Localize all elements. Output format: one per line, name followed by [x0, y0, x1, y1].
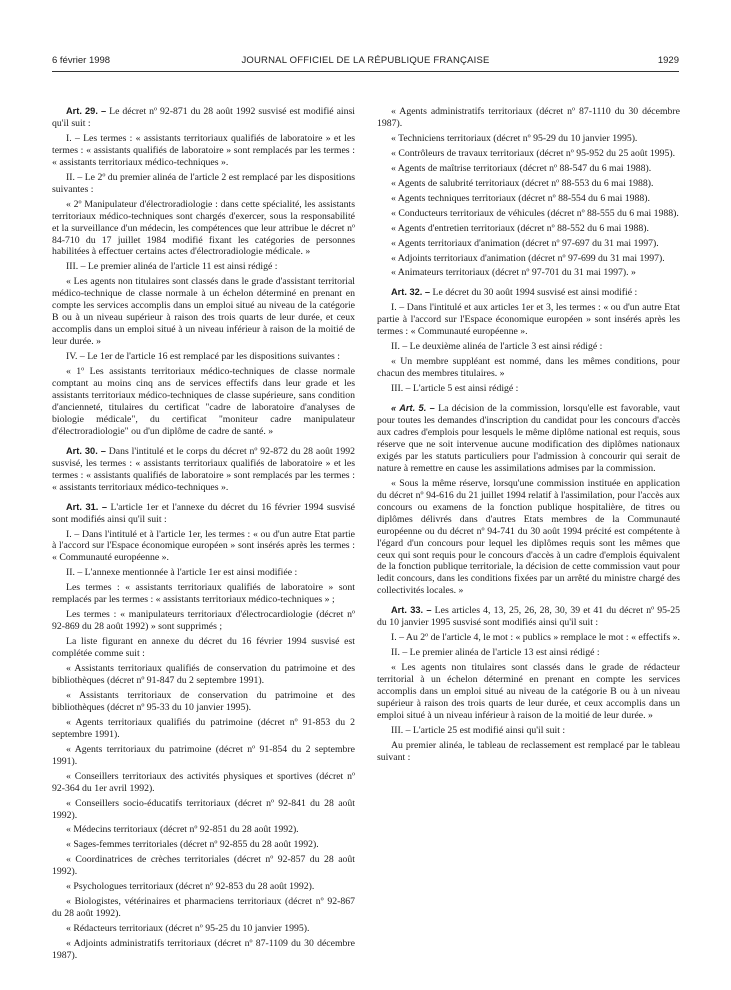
paragraph-text: « Agents territoriaux qualifiés du patrimoine (décret nº 91-853 du 2 septembre 1991).: [52, 716, 355, 740]
paragraph-text: « Agents d'entretien territoriaux (décret nº 88-552 du 6 mai 1988).: [391, 222, 649, 234]
paragraph-text: « Sous la même réserve, lorsqu'une commission instituée en application du décret nº 94-616 du 21 juillet 1994 relatif à l'assimilation, pour l'accès aux concours ou examens de la fonction publique hospitalière, de titres ou diplômes délivrés dans d'autres Etats membres de la Communauté européenne ou du décret nº 94-741 du 30 août 1994 précité est compétente à l'égard d'un concours pour lequel les diplômes requis sont les mêmes que ceux qui sont requis pour le concours d'accès à un cadre d'emplois équivalent de la fonction publique territoriale, la décision de cette commission vaut pour ledit concours, dans les conditions fixées par un arrêté du ministre chargé des collectivités locales. »: [377, 477, 680, 597]
paragraph-text: « Assistants territoriaux qualifiés de conservation du patrimoine et des bibliothèques (décret nº 91-847 du 2 septembre 1991).: [52, 663, 355, 686]
paragraph: [52, 839, 355, 851]
paragraph-text: « Animateurs territoriaux (décret nº 97-701 du 31 mai 1997). »: [391, 267, 636, 279]
article-label: Art. 33. –: [391, 605, 432, 616]
paragraph-text: « Agents de salubrité territoriaux (décret nº 88-553 du 6 mai 1988).: [391, 177, 654, 189]
paragraph-text: Les termes : « manipulateurs territoriaux d'électrocardiologie (décret nº 92-869 du 28 août 1992) » sont supprimés ;: [52, 609, 355, 633]
paragraph-text: Au premier alinéa, le tableau de reclassement est remplacé par le tableau suivant :: [377, 739, 680, 763]
paragraph: [52, 744, 355, 768]
paragraph: [52, 199, 355, 259]
paragraph-text: « Médecins territoriaux (décret nº 92-851 du 28 août 1992).: [66, 824, 299, 836]
paragraph-text: II. – Le premier alinéa de l'article 13 est ainsi rédigé :: [391, 647, 600, 659]
paragraph: [52, 172, 355, 196]
paragraph: [377, 148, 680, 160]
paragraph: [377, 605, 680, 629]
paragraph-text: « Les agents non titulaires sont classés dans le grade d'assistant territorial médico-technique de classe normale à un échelon déterminé en prenant en compte les services accomplis dans un emploi situé au niveau de la catégorie B ou à un niveau supérieur à raison des trois quarts de leur durée, et ceux accomplis dans un emploi situé à un niveau inférieur à raison de la moitié de leur durée. »: [52, 276, 355, 348]
paragraph-text: « Coordinatrices de crèches territoriales (décret nº 92-857 du 28 août 1992).: [52, 854, 355, 878]
paragraph-text: Les articles 4, 13, 25, 26, 28, 30, 39 et 41 du décret nº 95-25 du 10 janvier 1995 susvisé sont modifiés ainsi qu'il suit :: [377, 605, 680, 629]
paragraph: [377, 208, 680, 220]
paragraph-text: II. – Le 2º du premier alinéa de l'article 2 est remplacé par les dispositions suivantes :: [52, 171, 355, 195]
paragraph-text: « Sages-femmes territoriales (décret nº 92-855 du 28 août 1992).: [66, 839, 319, 851]
paragraph: [377, 383, 680, 395]
paragraph: [377, 163, 680, 175]
paragraph: [377, 223, 680, 235]
paragraph-text: « Les agents non titulaires sont classés dans le grade de rédacteur territorial à un échelon déterminé en prenant en compte les services accomplis dans un emploi situé au niveau de la catégorie B ou à un niveau supérieur à raison des trois quarts de leur durée, et ceux accomplis dans un emploi situé à un niveau inférieur à raison de la moitié de leur durée. »: [377, 662, 680, 721]
paragraph: [52, 446, 355, 494]
left-column: [52, 106, 355, 965]
paragraph: [52, 261, 355, 273]
header-rule: [52, 71, 679, 72]
paragraph-text: III. – Le premier alinéa de l'article 11 est ainsi rédigé :: [66, 261, 278, 273]
paragraph: [52, 636, 355, 660]
paragraph-text: « 1º Les assistants territoriaux médico-techniques de classe normale comptant au moins cinq ans de services effectifs dans leur grade et les assistants territoriaux médico-techniques de classe supérieure, sans condition d'ancienneté, titulaires du certificat "cadre de laboratoire d'analyses de biologie médicale", du certificat "moniteur cadre manipulateur d'électroradiologie" ou d'un diplôme de cadre de santé. »: [52, 366, 355, 437]
paragraph: [52, 106, 355, 130]
paragraph-text: « Agents techniques territoriaux (décret nº 88-554 du 6 mai 1988).: [391, 192, 650, 204]
paragraph: [377, 740, 680, 764]
paragraph: [52, 938, 355, 962]
paragraph-text: « Adjoints territoriaux d'animation (décret nº 97-699 du 31 mai 1997).: [391, 252, 665, 264]
paragraph-text: « Adjoints administratifs territoriaux (décret nº 87-1109 du 30 décembre 1987).: [52, 938, 355, 962]
paragraph-text: « Techniciens territoriaux (décret nº 95-29 du 10 janvier 1995).: [391, 132, 638, 144]
paragraph-text: II. – Le deuxième alinéa de l'article 3 est ainsi rédigé :: [391, 341, 603, 353]
paragraph-text: I. – Dans l'intitulé et à l'article 1er, les termes : « ou d'un autre Etat partie à l'accord sur l'Espace économique européen » sont insérés après les termes : « Communauté européenne ».: [52, 528, 355, 564]
paragraph: [52, 567, 355, 579]
paragraph: [377, 267, 680, 279]
paragraph: [377, 302, 680, 338]
paragraph: [377, 253, 680, 265]
paragraph-text: « 2º Manipulateur d'électroradiologie : dans cette spécialité, les assistants territoriaux médico-techniques sont chargés d'exercer, sous la responsabilité et la surveillance d'un médecin, les compétences que leur attribue le décret nº 84-710 du 17 juillet 1984 modifié fixant les catégories de personnes habilitées à effectuer certains actes d'électroradiologie médicale. »: [52, 198, 355, 258]
paragraph-text: « Conseillers socio-éducatifs territoriaux (décret nº 92-841 du 28 août 1992).: [52, 797, 355, 821]
header-journal-title: JOURNAL OFFICIEL DE LA RÉPUBLIQUE FRANÇAISE: [241, 55, 490, 66]
paragraph: [377, 341, 680, 353]
paragraph: [377, 193, 680, 205]
paragraph-text: III. – L'article 25 est modifié ainsi qu'il suit :: [391, 724, 566, 736]
paragraph-text: I. – Dans l'intitulé et aux articles 1er et 3, les termes : « ou d'un autre Etat partie à l'accord sur l'Espace économique européen » sont insérés après les termes : « Communauté européenne ».: [377, 302, 680, 338]
paragraph: [52, 529, 355, 565]
paragraph: [377, 647, 680, 659]
paragraph-text: « Agents territoriaux d'animation (décret nº 97-697 du 31 mai 1997).: [391, 237, 659, 249]
paragraph-text: « Conseillers territoriaux des activités physiques et sportives (décret nº 92-364 du 1er avril 1992).: [52, 770, 355, 794]
paragraph: [377, 133, 680, 145]
header-date: 6 février 1998: [52, 55, 111, 66]
paragraph-text: « Un membre suppléant est nommé, dans les mêmes conditions, pour chacun des membres titulaires. »: [377, 356, 680, 380]
paragraph-text: « Assistants territoriaux de conservation du patrimoine et des bibliothèques (décret nº 95-33 du 10 janvier 1995).: [52, 689, 355, 713]
paragraph-text: La décision de la commission, lorsqu'elle est favorable, vaut pour toutes les demandes d'inscription du candidat pour les concours d'accès aux cadres d'emplois pour lesquels le même diplôme national est requis, sous réserve que ne soit intervenue aucune modification des diplômes nationaux exigés par les statuts particuliers pour l'admission à concourir qui serait de nature à remettre en cause les assimilations admises par la commission.: [377, 403, 680, 474]
paragraph-text: « Conducteurs territoriaux de véhicules (décret nº 88-555 du 6 mai 1988).: [391, 207, 679, 219]
paragraph-text: Les termes : « assistants territoriaux qualifiés de laboratoire » sont remplacés par les termes : « assistants territoriaux médico-techniques » ;: [52, 582, 355, 606]
paragraph: [52, 881, 355, 893]
paragraph: [52, 609, 355, 633]
paragraph: [52, 276, 355, 348]
header-page-number: 1929: [657, 55, 679, 66]
paragraph: [52, 133, 355, 169]
article-label: Art. 31. –: [66, 501, 108, 512]
paragraph-text: L'article 1er et l'annexe du décret du 16 février 1994 susvisé sont modifiés ainsi qu'il suit :: [52, 501, 356, 525]
paragraph-text: « Agents de maîtrise territoriaux (décret nº 88-547 du 6 mai 1988).: [391, 162, 652, 174]
paragraph: [52, 690, 355, 714]
paragraph: [52, 351, 355, 363]
paragraph: [52, 771, 355, 795]
paragraph: [52, 502, 355, 526]
article-label: « Art. 5. –: [391, 403, 435, 414]
paragraph-text: Le décret du 30 août 1994 susvisé est ainsi modifié :: [432, 287, 638, 299]
paragraph-text: « Agents administratifs territoriaux (décret nº 87-1110 du 30 décembre 1987).: [377, 106, 680, 129]
paragraph: [377, 356, 680, 380]
paragraph-text: « Contrôleurs de travaux territoriaux (décret nº 95-952 du 25 août 1995).: [391, 147, 676, 159]
paragraph: [52, 923, 355, 935]
paragraph: [377, 403, 680, 475]
paragraph: [377, 478, 680, 598]
paragraph: [377, 632, 680, 644]
paragraph-text: Le décret nº 92-871 du 28 août 1992 susvisé est modifié ainsi qu'il suit :: [52, 106, 356, 129]
paragraph: [52, 366, 355, 438]
paragraph: [52, 824, 355, 836]
paragraph: [377, 725, 680, 737]
paragraph-text: I. – Les termes : « assistants territoriaux qualifiés de laboratoire » et les termes : « assistants qualifiés de laboratoire » sont remplacés par les termes : « assistants territoriaux médico-techniques ».: [52, 132, 355, 168]
paragraph-text: « Rédacteurs territoriaux (décret nº 95-25 du 10 janvier 1995).: [66, 923, 310, 935]
paragraph-text: Dans l'intitulé et le corps du décret nº 92-872 du 28 août 1992 susvisé, les termes : « assistants territoriaux qualifiés de laboratoire » et les termes : « assistants qualifiés de laboratoire » sont remplacés par les termes : « assistants territoriaux médico-techniques ».: [52, 445, 356, 493]
paragraph: [377, 106, 680, 130]
paragraph: [52, 717, 355, 741]
paragraph: [52, 798, 355, 822]
right-column: [377, 106, 680, 767]
paragraph-text: II. – L'annexe mentionnée à l'article 1er est ainsi modifiée :: [66, 567, 298, 579]
paragraph: [52, 896, 355, 920]
paragraph: [377, 178, 680, 190]
paragraph-text: « Agents territoriaux du patrimoine (décret nº 91-854 du 2 septembre 1991).: [52, 743, 355, 767]
article-label: Art. 29. –: [66, 106, 107, 116]
paragraph-text: « Psychologues territoriaux (décret nº 92-853 du 28 août 1992).: [66, 881, 315, 893]
paragraph-text: IV. – Le 1er de l'article 16 est remplacé par les dispositions suivantes :: [66, 351, 340, 363]
paragraph: [377, 662, 680, 722]
paragraph: [377, 238, 680, 250]
article-label: Art. 32. –: [391, 287, 431, 298]
paragraph-text: « Biologistes, vétérinaires et pharmaciens territoriaux (décret nº 92-867 du 28 août 1992).: [52, 896, 355, 920]
paragraph: [52, 854, 355, 878]
paragraph-text: I. – Au 2º de l'article 4, le mot : « publics » remplace le mot : « effectifs ».: [391, 632, 680, 644]
paragraph: [52, 582, 355, 606]
article-label: Art. 30. –: [66, 445, 106, 456]
paragraph-text: III. – L'article 5 est ainsi rédigé :: [391, 383, 519, 395]
paragraph: [52, 663, 355, 687]
paragraph-text: La liste figurant en annexe du décret du 16 février 1994 susvisé est complétée comme suit :: [52, 636, 355, 660]
paragraph: [377, 287, 680, 299]
page-header: [52, 55, 679, 71]
